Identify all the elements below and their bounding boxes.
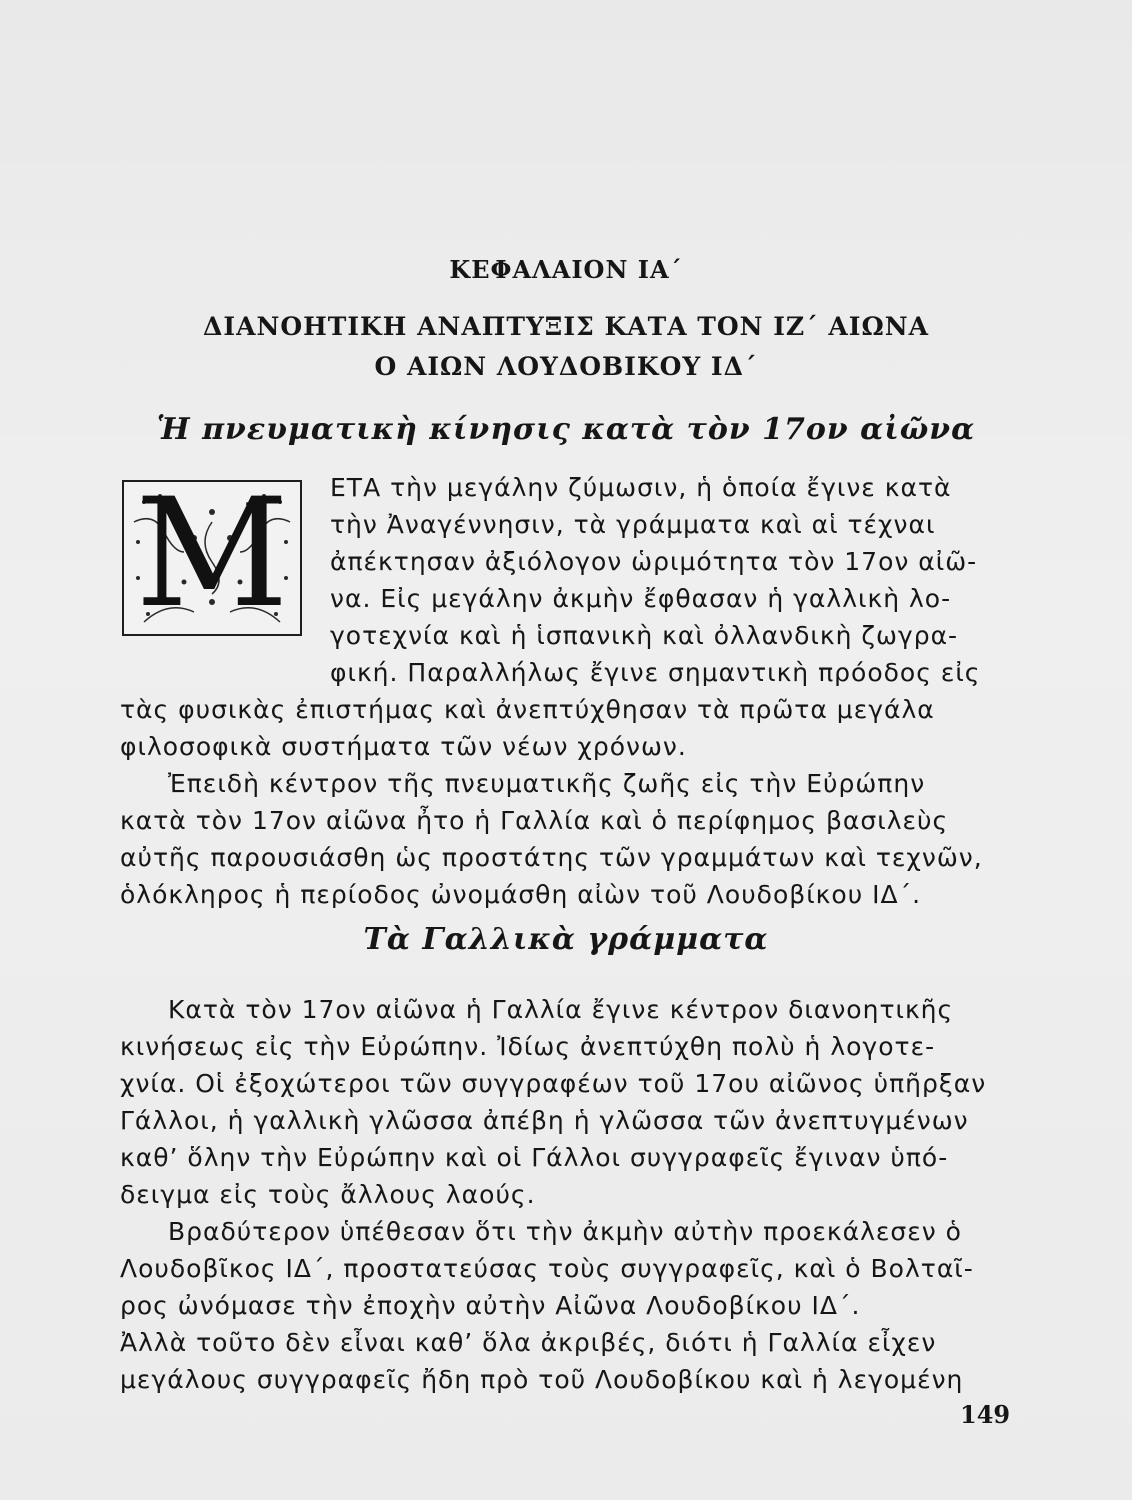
chapter-title: ΚΕΦΑΛΑΙΟΝ ΙΑ΄ bbox=[449, 255, 683, 284]
paragraph-line: τὰς φυσικὰς ἐπιστήμας καὶ ἀνεπτύχθησαν τὰ πρῶτα μεγάλα bbox=[120, 695, 935, 724]
paragraph-line: γοτεχνία καὶ ἡ ἱσπανικὴ καὶ ὀλλανδικὴ ζωγρα- bbox=[330, 621, 959, 650]
paragraph-line: φική. Παραλλήλως ἔγινε σημαντικὴ πρόοδος εἰς bbox=[330, 658, 981, 687]
paragraph-line: Ἐπειδὴ κέντρον τῆς πνευματικῆς ζωῆς εἰς τὴν Εὐρώπην bbox=[168, 769, 926, 798]
section-title-2: Τὰ Γαλλικὰ γράμματα bbox=[363, 922, 769, 957]
paragraph-line: κινήσεως εἰς τὴν Εὐρώπην. Ἰδίως ἀνεπτύχθη πολὺ ἡ λογοτε- bbox=[120, 1032, 936, 1061]
heading-line-1: ΔΙΑΝΟΗΤΙΚΗ ΑΝΑΠΤΥΞΙΣ ΚΑΤΑ ΤΟΝ ΙΖ΄ ΑΙΩΝΑ bbox=[203, 312, 929, 341]
paragraph-line: Ἀλλὰ τοῦτο δὲν εἶναι καθ’ ὅλα ἀκριβές, διότι ἡ Γαλλία εἶχεν bbox=[120, 1328, 937, 1357]
paragraph-line: τὴν Ἀναγέννησιν, τὰ γράμματα καὶ αἱ τέχναι bbox=[330, 510, 936, 539]
heading-line-2: Ο ΑΙΩΝ ΛΟΥΔΟΒΙΚΟΥ ΙΔ΄ bbox=[374, 352, 758, 381]
paragraph-line: φιλοσοφικὰ συστήματα τῶν νέων χρόνων. bbox=[120, 732, 687, 761]
page-number: 149 bbox=[960, 1400, 1011, 1429]
section-title-1: Ἡ πνευματικὴ κίνησις κατὰ τὸν 17ον αἰῶνα bbox=[156, 412, 976, 447]
paragraph-line: Βραδύτερον ὑπέθεσαν ὅτι τὴν ἀκμὴν αὐτὴν προεκάλεσεν ὁ bbox=[168, 1217, 962, 1246]
paragraph-line: ἀπέκτησαν ἀξιόλογον ὡριμότητα τὸν 17ον αἰῶ- bbox=[330, 547, 978, 576]
paragraph-line: κατὰ τὸν 17ον αἰῶνα ἦτο ἡ Γαλλία καὶ ὁ περίφημος βασιλεὺς bbox=[120, 806, 949, 835]
paragraph-line: δειγμα εἰς τοὺς ἄλλους λαούς. bbox=[120, 1180, 536, 1209]
paragraph-line: να. Εἰς μεγάλην ἀκμὴν ἔφθασαν ἡ γαλλικὴ λο- bbox=[330, 584, 952, 613]
paragraph-line: ρος ὠνόμασε τὴν ἐποχὴν αὐτὴν Αἰῶνα Λουδοβίκου ΙΔ΄. bbox=[120, 1291, 861, 1320]
paragraph-line: Γάλλοι, ἡ γαλλικὴ γλῶσσα ἀπέβη ἡ γλῶσσα τῶν ἀνεπτυγμένων bbox=[120, 1106, 969, 1135]
initial-letter: Μ bbox=[135, 467, 289, 641]
paragraph-line: χνία. Οἱ ἐξοχώτεροι τῶν συγγραφέων τοῦ 17ου αἰῶνος ὑπῆρξαν bbox=[120, 1069, 987, 1098]
paragraph-line: καθ’ ὅλην τὴν Εὐρώπην καὶ οἱ Γάλλοι συγγραφεῖς ἔγιναν ὑπό- bbox=[120, 1143, 949, 1172]
paragraph-line: Λουδοβῖκος ΙΔ΄, προστατεύσας τοὺς συγγραφεῖς, καὶ ὁ Βολταῖ- bbox=[120, 1254, 974, 1283]
paragraph-line: ΕΤΑ τὴν μεγάλην ζύμωσιν, ἡ ὁποία ἔγινε κατὰ bbox=[330, 473, 952, 502]
paragraph-line: Κατὰ τὸν 17ον αἰῶνα ἡ Γαλλία ἔγινε κέντρον διανοητικῆς bbox=[168, 995, 954, 1024]
paragraph-line: αὐτῆς παρουσιάσθη ὡς προστάτης τῶν γραμμάτων καὶ τεχνῶν, bbox=[120, 843, 983, 872]
paragraph-line: ὁλόκληρος ἡ περίοδος ὠνομάσθη αἰὼν τοῦ Λουδοβίκου ΙΔ΄. bbox=[120, 880, 922, 909]
paragraph-line: μεγάλους συγγραφεῖς ἤδη πρὸ τοῦ Λουδοβίκου καὶ ἡ λεγομένη bbox=[120, 1365, 964, 1394]
decorated-initial bbox=[122, 467, 302, 641]
